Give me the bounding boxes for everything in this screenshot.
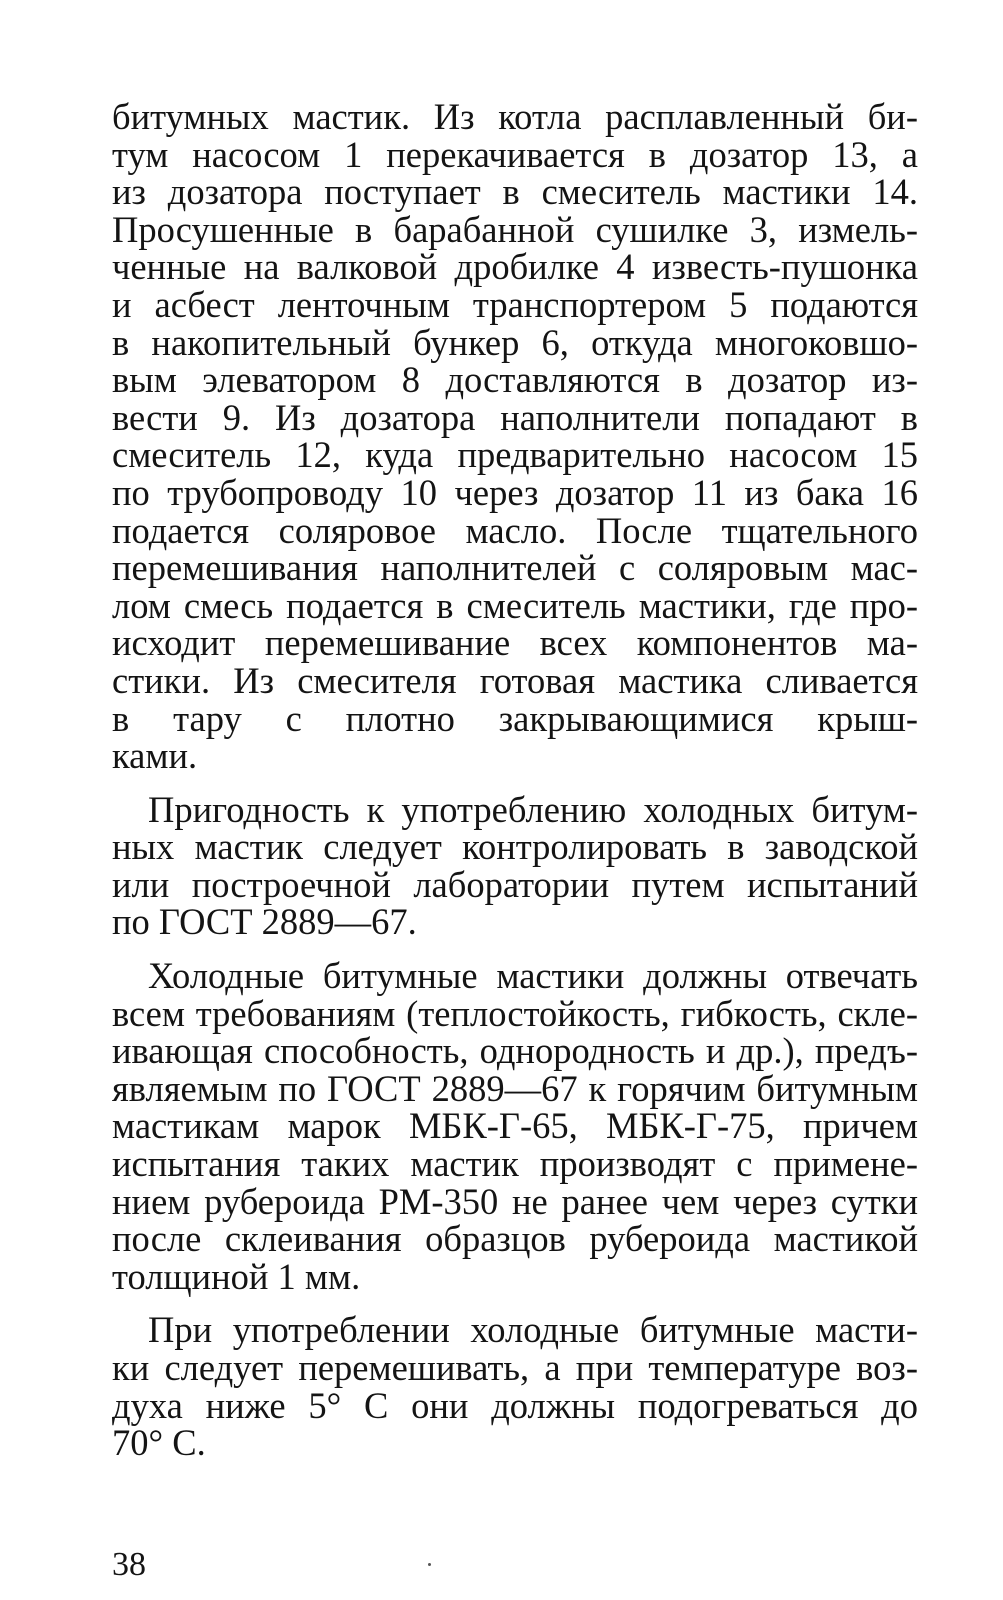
text-line: нием рубероида РМ-350 не ранее чем через сутки xyxy=(112,1180,918,1222)
text-line: 70° С. xyxy=(112,1422,206,1464)
text-line: лом смесь подается в смеситель мастики, где про- xyxy=(112,584,918,626)
text-line: Холодные битумные мастики должны отвечать xyxy=(148,955,918,997)
paragraph-suitability-testing xyxy=(112,788,918,943)
text-line: в накопительный бункер 6, откуда многоковшо- xyxy=(112,321,918,363)
text-line: ивающая способность, однородность и др.), предъ- xyxy=(112,1030,918,1072)
text-line: Просушенные в барабанной сушилке 3, измель- xyxy=(112,208,918,250)
paragraph-requirements xyxy=(112,957,918,1295)
text-line: толщиной 1 мм. xyxy=(112,1255,361,1297)
text-line: Пригодность к употреблению холодных битум- xyxy=(148,788,918,830)
text-line: духа ниже 5° С они должны подогреваться до xyxy=(112,1384,918,1426)
text-line: испытания таких мастик производят с примене- xyxy=(112,1143,918,1185)
text-line: стики. Из смесителя готовая мастика сливается xyxy=(112,659,918,701)
text-line: являемым по ГОСТ 2889—67 к горячим битумным xyxy=(112,1067,918,1109)
text-line: исходит перемешивание всех компонентов ма- xyxy=(112,622,918,664)
text-line: битумных мастик. Из котла расплавленный би- xyxy=(112,96,918,137)
text-line: При употреблении холодные битумные масти- xyxy=(148,1309,918,1351)
text-line: и асбест ленточным транспортером 5 подаются xyxy=(112,283,918,325)
text-line: ки следует перемешивать, а при температуре воз- xyxy=(112,1347,918,1388)
text-line: по ГОСТ 2889—67. xyxy=(112,901,417,943)
text-line: мастикам марок МБК-Г-65, МБК-Г-75, причем xyxy=(112,1105,918,1147)
paragraph-usage xyxy=(112,1309,918,1464)
text-line: ками. xyxy=(112,735,198,777)
text-line: ченные на валковой дробилке 4 известь-пушонка xyxy=(112,246,918,288)
print-speck xyxy=(428,1563,431,1566)
text-line: вым элеватором 8 доставляются в дозатор из- xyxy=(112,359,918,401)
text-line: после склеивания образцов рубероида мастикой xyxy=(112,1218,918,1260)
text-line: вести 9. Из дозатора наполнители попадают в xyxy=(112,396,918,438)
text-line: из дозатора поступает в смеситель мастики 14. xyxy=(112,171,918,213)
text-line: подается соляровое масло. После тщательного xyxy=(112,509,918,551)
page-number: 38 xyxy=(112,1546,146,1583)
text-line: по трубопроводу 10 через дозатор 11 из бака 16 xyxy=(112,471,918,513)
text-line: тум насосом 1 перекачивается в дозатор 13, а xyxy=(112,133,918,175)
text-line: или построечной лаборатории путем испытаний xyxy=(112,863,918,905)
paragraph-process-description xyxy=(112,98,918,775)
text-line: в тару с плотно закрывающимися крыш- xyxy=(112,697,918,739)
text-line: ных мастик следует контролировать в заводской xyxy=(112,826,918,868)
text-line: перемешивания наполнителей с соляровым мас- xyxy=(112,547,918,589)
text-line: смеситель 12, куда предварительно насосом 15 xyxy=(112,434,918,476)
text-line: всем требованиям (теплостойкость, гибкость, скле- xyxy=(112,992,918,1034)
page-body xyxy=(112,98,918,1462)
